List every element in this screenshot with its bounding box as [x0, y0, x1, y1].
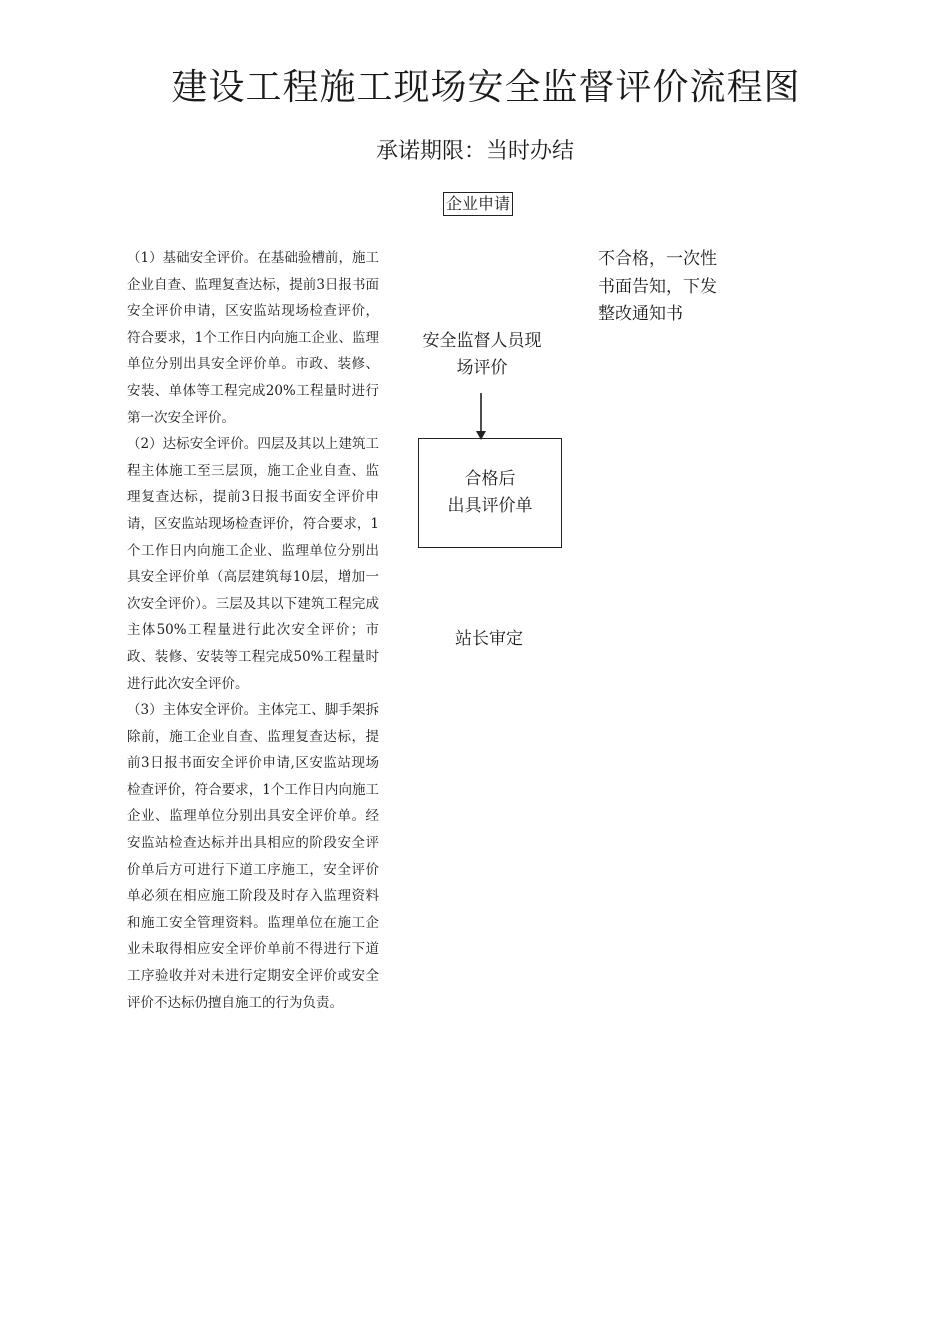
evaluation-description [127, 245, 379, 1016]
enterprise-application-box: 企业申请 [443, 192, 513, 216]
pass-line-2: 出具评价单 [447, 496, 533, 516]
failure-notice-line-2: 书面告知，下发 [598, 276, 717, 297]
main-structure-evaluation-paragraph: （3）主体安全评价。主体完工、脚手架拆除前，施工企业自查、监理复查达标，提前3日报书面安全评价申请,区安监站现场检查评价，符合要求，1个工作日内向施工企业、监理单位分别出具安全评价单。经安监站检查达标并出具相应的阶段安全评价单后方可进行下道工序施工，安全评价单必须在相应施工阶段及时存入监理资料和施工安全管理资料。监理单位在施工企业未取得相应安全评价单前不得进行下道工序验收并对未进行定期安全评价或安全评价不达标仍擅自施工的行为负责。 [127, 702, 379, 1011]
director-approval-step: 站长审定 [455, 629, 523, 649]
onsite-evaluation-line-2: 场评价 [456, 358, 508, 378]
foundation-evaluation-paragraph: （1）基础安全评价。在基础验槽前，施工企业自查、监理复查达标，提前3日报书面安全评价申请，区安监站现场检查评价，符合要求，1个工作日内向施工企业、监理单位分别出具安全评价单。市政、装修、安装、单体等工程完成20%工程量时进行第一次安全评价。 [127, 250, 379, 426]
commitment-deadline: 承诺期限：当时办结 [375, 139, 574, 164]
down-arrow-icon [473, 393, 489, 441]
issue-evaluation-form-box [418, 438, 562, 548]
page-title: 建设工程施工现场安全监督评价流程图 [171, 67, 801, 108]
failure-notice [598, 246, 738, 329]
onsite-evaluation-line-1: 安全监督人员现 [422, 331, 542, 351]
failure-notice-line-3: 整改通知书 [598, 304, 683, 324]
onsite-evaluation-step [413, 328, 551, 382]
standard-evaluation-paragraph: （2）达标安全评价。四层及其以上建筑工程主体施工至三层顶，施工企业自查、监理复查达标，提前3日报书面安全评价申请，区安监站现场检查评价，符合要求，1个工作日内向施工企业、监理单位分别出具安全评价单（高层建筑每10层，增加一次安全评价）。三层及其以下建筑工程完成主体50%工程量进行此次安全评价；市政、装修、安装等工程完成50%工程量时进行此次安全评价。 [127, 436, 379, 692]
pass-line-1: 合格后 [464, 469, 516, 489]
failure-notice-line-1: 不合格，一次性 [598, 249, 717, 269]
